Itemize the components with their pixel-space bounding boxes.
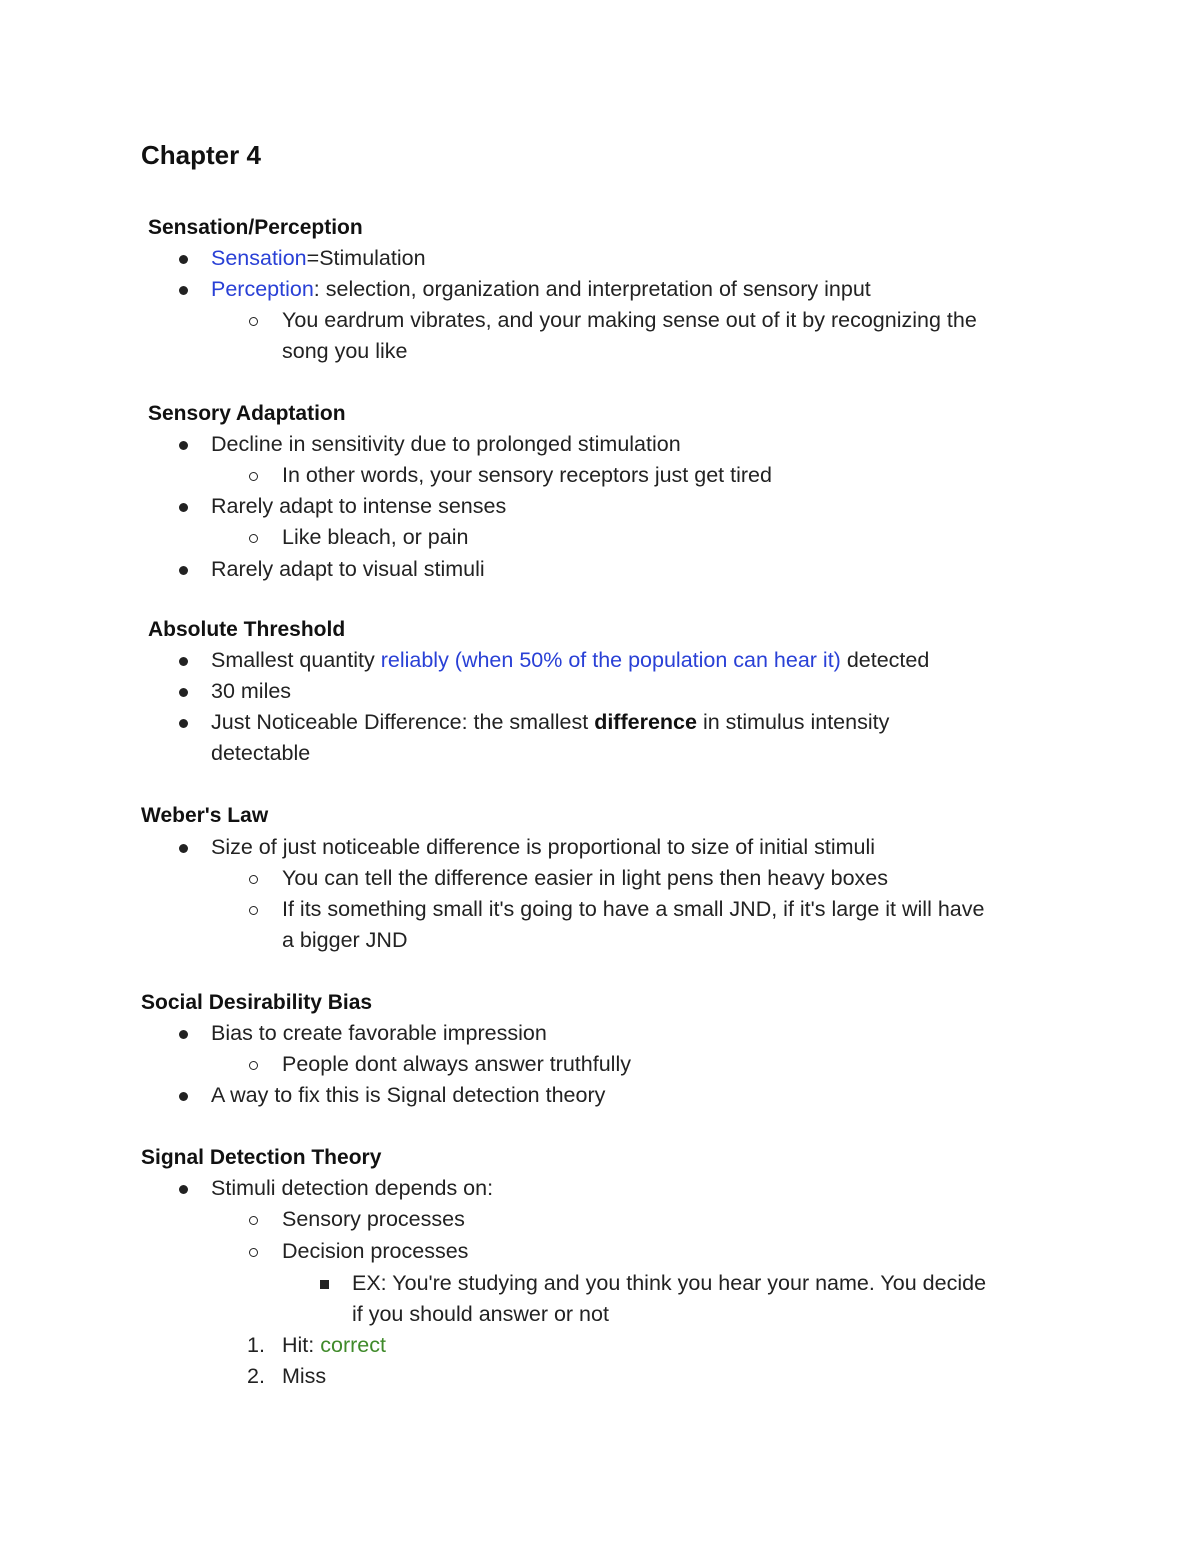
- bullet-circle-icon: [249, 875, 258, 884]
- list-item-text: if you should answer or not: [352, 1302, 609, 1326]
- bullet-dot-icon: [179, 844, 188, 853]
- list-item-text: Rarely adapt to visual stimuli: [211, 557, 485, 581]
- highlight-green-text: correct: [320, 1333, 386, 1357]
- bullet-dot-icon: [179, 1185, 188, 1194]
- bullet-dot-icon: [179, 255, 188, 264]
- list-item-text: Size of just noticeable difference is proportional to size of initial stimuli: [211, 835, 876, 859]
- list-item-text: Like bleach, or pain: [282, 525, 469, 549]
- bullet-circle-icon: [249, 1216, 258, 1225]
- list-item-text: a bigger JND: [282, 928, 408, 952]
- bullet-circle-icon: [249, 317, 258, 326]
- list-item-text: Rarely adapt to intense senses: [211, 494, 507, 518]
- list-item: [211, 274, 871, 305]
- list-item: [211, 645, 929, 676]
- list-item-text: Hit:: [282, 1333, 321, 1357]
- list-item-text: Decision processes: [282, 1239, 469, 1263]
- list-item-text: Sensory processes: [282, 1207, 465, 1231]
- list-item-text: Bias to create favorable impression: [211, 1021, 547, 1045]
- list-item-text: detectable: [211, 741, 311, 765]
- list-item: [211, 243, 426, 274]
- highlight-blue-text: reliably (when 50% of the population can hear it): [380, 648, 847, 672]
- list-item: [211, 707, 889, 738]
- list-item-text: If its something small it's going to have a small JND, if it's large it will have: [282, 897, 985, 921]
- section-heading-weber: Weber's Law: [141, 804, 269, 827]
- list-item-text: Smallest quantity: [211, 648, 381, 672]
- bold-term: difference: [594, 710, 697, 734]
- section-heading-adaptation: Sensory Adaptation: [148, 402, 346, 425]
- bullet-circle-icon: [249, 472, 258, 481]
- bullet-square-icon: [320, 1280, 329, 1289]
- list-item-text: People dont always answer truthfully: [282, 1052, 631, 1076]
- bullet-circle-icon: [249, 1061, 258, 1070]
- bullet-circle-icon: [249, 534, 258, 543]
- term-perception: Perception: [211, 277, 314, 301]
- bullet-dot-icon: [179, 688, 188, 697]
- bullet-circle-icon: [249, 1248, 258, 1257]
- list-item: [282, 1330, 386, 1361]
- section-heading-threshold: Absolute Threshold: [148, 618, 346, 641]
- bullet-dot-icon: [179, 1092, 188, 1101]
- bullet-dot-icon: [179, 441, 188, 450]
- list-item-text: detected: [846, 648, 930, 672]
- list-number: 1.: [247, 1333, 265, 1357]
- list-number: 2.: [247, 1364, 265, 1388]
- list-item-text: EX: You're studying and you think you hear your name. You decide: [352, 1271, 987, 1295]
- list-item-text: In other words, your sensory receptors just get tired: [282, 463, 772, 487]
- section-heading-social: Social Desirability Bias: [141, 991, 373, 1014]
- list-item-text: Miss: [282, 1364, 327, 1388]
- bullet-dot-icon: [179, 286, 188, 295]
- list-item-text: Decline in sensitivity due to prolonged stimulation: [211, 432, 681, 456]
- bullet-dot-icon: [179, 657, 188, 666]
- list-item-text: You eardrum vibrates, and your making sense out of it by recognizing the: [282, 308, 977, 332]
- bullet-dot-icon: [179, 1030, 188, 1039]
- bullet-dot-icon: [179, 566, 188, 575]
- list-item-text: in stimulus intensity: [696, 710, 890, 734]
- list-item-text: =Stimulation: [306, 246, 426, 270]
- list-item-text: Stimuli detection depends on:: [211, 1176, 494, 1200]
- section-heading-sensation: Sensation/Perception: [148, 216, 363, 239]
- page-title: Chapter 4: [141, 140, 261, 170]
- term-sensation: Sensation: [211, 246, 307, 270]
- section-heading-signal: Signal Detection Theory: [141, 1146, 382, 1169]
- list-item-text: : selection, organization and interpretation of sensory input: [313, 277, 871, 301]
- bullet-dot-icon: [179, 503, 188, 512]
- list-item-text: A way to fix this is Signal detection theory: [211, 1083, 606, 1107]
- list-item-text: Just Noticeable Difference: the smallest: [211, 710, 595, 734]
- list-item-text: 30 miles: [211, 679, 292, 703]
- bullet-dot-icon: [179, 719, 188, 728]
- list-item-text: song you like: [282, 339, 408, 363]
- list-item-text: You can tell the difference easier in light pens then heavy boxes: [282, 866, 888, 890]
- bullet-circle-icon: [249, 906, 258, 915]
